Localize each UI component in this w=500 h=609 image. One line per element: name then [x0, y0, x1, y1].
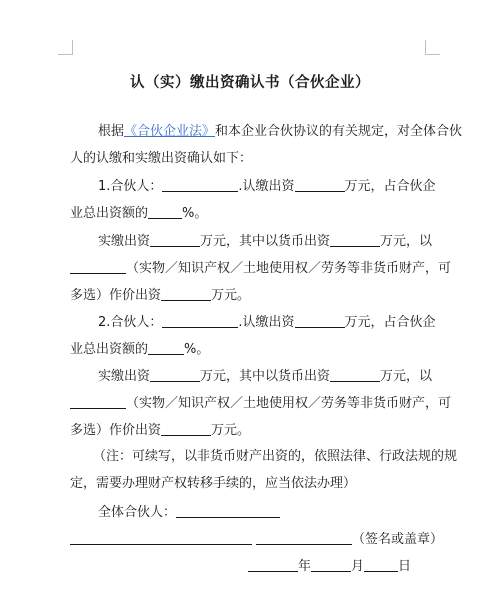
partner2-subscribe-line: 2.合伙人： .认缴出资 万元，占合伙企	[98, 315, 436, 330]
year-field[interactable]	[248, 557, 298, 572]
intro-line-2: 人的认缴和实缴出资确认如下：	[70, 151, 253, 166]
intro-line-1: 根据《合伙企业法》和本企业合伙协议的有关规定，对全体合伙	[98, 124, 463, 139]
partner1-subscribe-line: 1.合伙人： .认缴出资 万元，占合伙企	[98, 179, 436, 194]
partner1-ratio-line: 业总出资额的 %。	[70, 206, 208, 221]
partner2-ratio-line: 业总出资额的 %。	[70, 342, 210, 357]
page-corner-mark-top-left	[58, 40, 73, 55]
partner1-paid-line: 实缴出资 万元，其中以货币出资 万元，以	[98, 234, 433, 249]
signature-field-2[interactable]	[256, 530, 352, 545]
partner2-nonmoney-amount-field[interactable]	[161, 421, 211, 436]
partner2-name-field[interactable]	[162, 313, 238, 328]
partner1-paid-amount-field[interactable]	[150, 232, 200, 247]
all-partners-line: 全体合伙人：	[98, 503, 280, 522]
signature-field-1[interactable]	[70, 530, 252, 545]
partner1-nonmoney-line: （实物／知识产权／土地使用权／劳务等非货币财产，可	[70, 259, 451, 278]
partner2-paid-amount-field[interactable]	[150, 367, 200, 382]
note-line-1: （注：可续写，以非货币财产出资的，依照法律、行政法规的规	[93, 449, 458, 464]
partner1-name-field[interactable]	[162, 177, 238, 192]
partner2-subscribed-amount-field[interactable]	[295, 313, 345, 328]
law-link[interactable]: 《合伙企业法》	[124, 124, 216, 139]
day-field[interactable]	[364, 557, 398, 572]
partner1-nonmoney-type-field[interactable]	[70, 259, 126, 274]
partner2-paid-line: 实缴出资 万元，其中以货币出资 万元，以	[98, 369, 433, 384]
partner1-cash-amount-field[interactable]	[330, 232, 380, 247]
partner1-nonmoney-amount-field[interactable]	[161, 286, 211, 301]
all-partners-field[interactable]	[176, 503, 280, 518]
page-corner-mark-top-right	[425, 40, 440, 55]
partner2-nonmoney-type-field[interactable]	[70, 394, 126, 409]
partner2-nonmoney-line: （实物／知识产权／土地使用权／劳务等非货币财产，可	[70, 394, 451, 413]
document-title: 认（实）缴出资确认书（合伙企业）	[130, 75, 370, 91]
date-line: 年 月 日	[248, 557, 411, 576]
month-field[interactable]	[311, 557, 351, 572]
signature-line: （签名或盖章）	[70, 530, 443, 549]
partner2-ratio-field[interactable]	[148, 340, 184, 355]
partner1-nonmoney-value-line: 多选）作价出资 万元。	[70, 288, 251, 303]
partner2-nonmoney-value-line: 多选）作价出资 万元。	[70, 423, 251, 438]
partner1-ratio-field[interactable]	[148, 204, 182, 219]
partner2-cash-amount-field[interactable]	[330, 367, 380, 382]
partner1-subscribed-amount-field[interactable]	[295, 177, 345, 192]
note-line-2: 定，需要办理财产权转移手续的，应当依法办理）	[70, 476, 357, 491]
